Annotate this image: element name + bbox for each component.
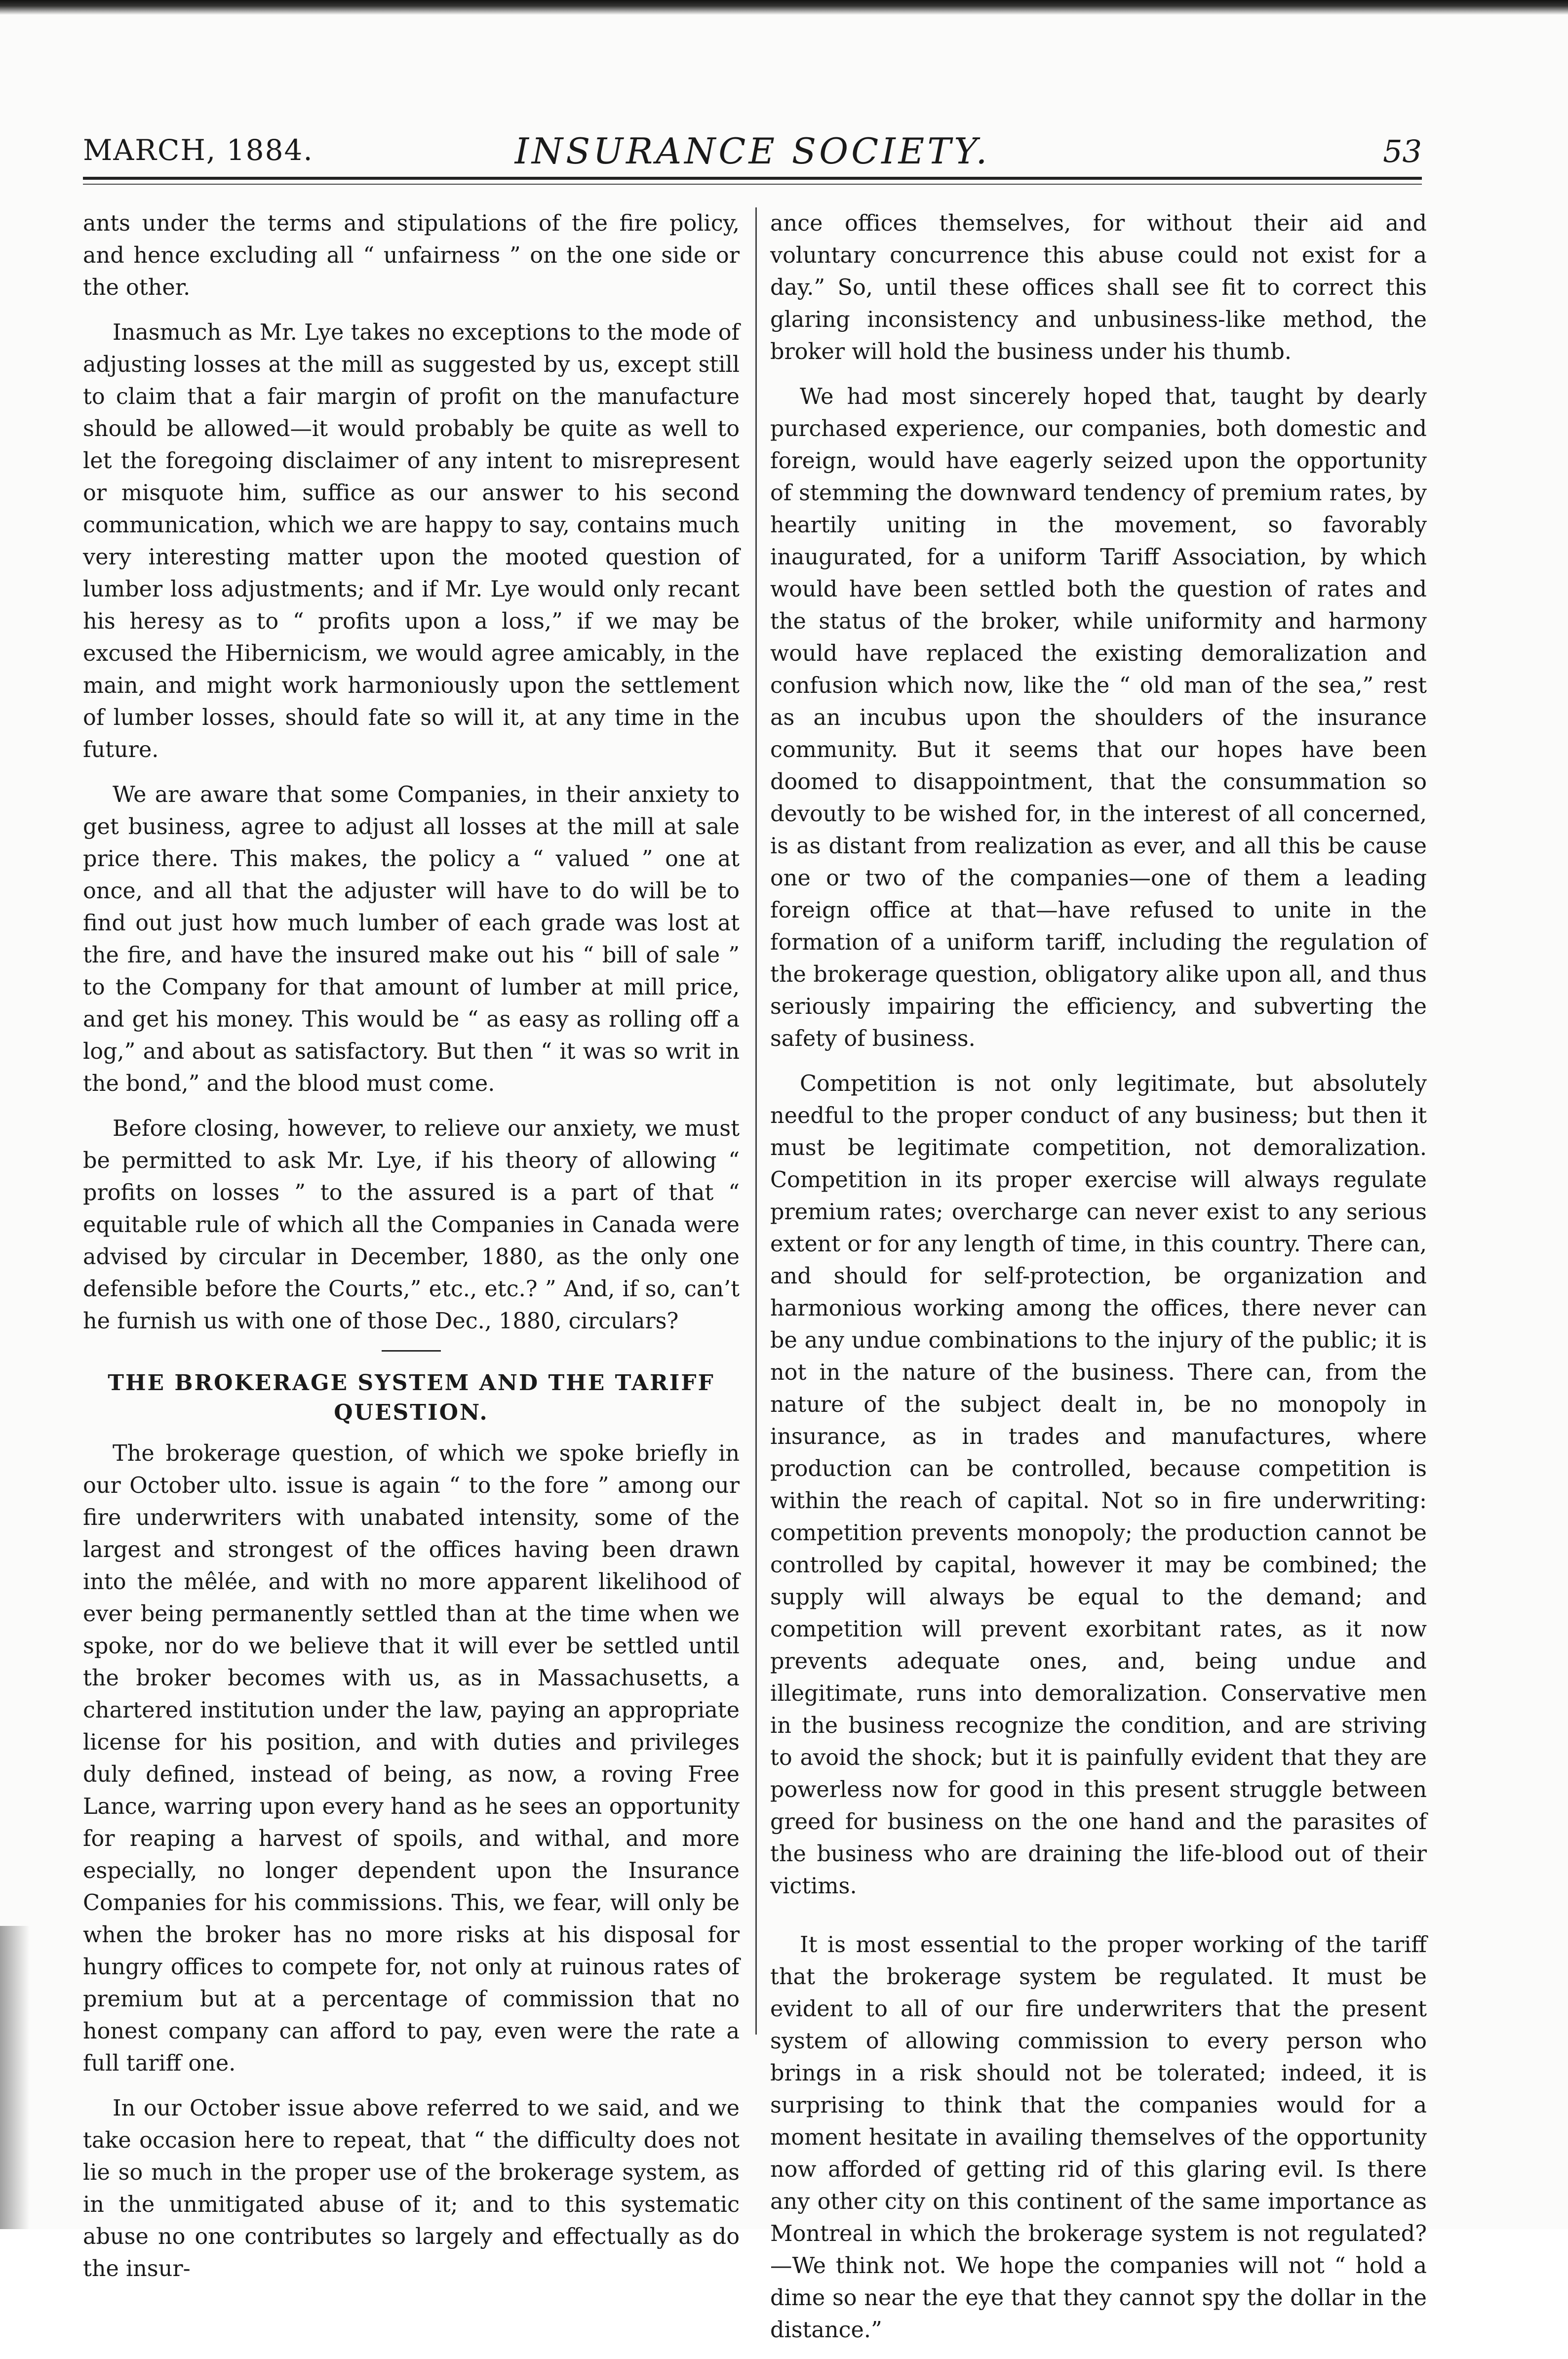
left-paragraph-5: The brokerage question, of which we spoke briefly in our October ulto. issue is again “ to the fore ” among our fire underwriters with unabated intensity, some of the largest and strongest of the offices having been drawn into the mêlée, and with no more apparent likelihood of ever being permanently settled than at the time when we spoke, nor do we believe that it will ever be settled until the broker becomes with us, as in Massachusetts, a chartered institution under the law, paying an appropriate license for his position, and with duties and privileges duly defined, instead of being, as now, a roving Free Lance, warring upon every hand as he sees an opportunity for reaping a harvest of spoils, and withal, and more especially, no longer dependent upon the Insurance Companies for his commissions. This, we fear, will only be when the broker has no more risks at his disposal for hungry offices to compete for, not only at ruinous rates of premium but at a percentage of commission that no honest company can afford to pay, even were the rate a full tariff one. [83, 1441, 740, 2076]
page-number: 53 [1383, 133, 1422, 169]
header-rule-thin [83, 184, 1422, 185]
running-head [83, 130, 1422, 178]
journal-title: INSURANCE SOCIETY. [514, 130, 990, 172]
issue-date: MARCH, 1884. [83, 133, 314, 167]
section-heading: THE BROKERAGE SYSTEM AND THE TARIFF QUESTION. [108, 1370, 715, 1425]
left-paragraph-1: ants under the terms and stipulations of the fire policy, and hence excluding all “ unfairness ” on the one side or the other. [83, 211, 740, 300]
right-column [770, 207, 1427, 2359]
left-paragraph-4: Before closing, however, to relieve our anxiety, we must be permitted to ask Mr. Lye, if his theory of allowing “ profits on losses ” to the assured is a part of that “ equitable rule of which all the Companies in Canada were advised by circular in December, 1880, as the only one defensible before the Courts,” etc., etc.? ” And, if so, can’t he furnish us with one of those Dec., 1880, circulars? [83, 1116, 740, 1334]
column-divider [755, 207, 757, 2035]
right-paragraph-4: It is most essential to the proper working of the tariff that the brokerage system be regulated. It must be evident to all of our fire underwriters that the present system of allowing commission to every person who brings in a risk should not be tolerated; indeed, it is surprising to think that the companies would for a moment hesitate in availing themselves of the opportunity now afforded of getting rid of this glaring evil. Is there any other city on this continent of the same importance as Montreal in which the brokerage system is not regulated?—We think not. We hope the companies will not “ hold a dime so near the eye that they cannot spy the dollar in the distance.” [770, 1932, 1427, 2343]
left-paragraph-3: We are aware that some Companies, in their anxiety to get business, agree to adjust all losses at the mill at sale price there. This makes, the policy a “ valued ” one at once, and all that the adjuster will have to do will be to find out just how much lumber of each grade was lost at the fire, and have the insured make out his “ bill of sale ” to the Company for that amount of lumber at mill price, and get his money. This would be “ as easy as rolling off a log,” and about as satisfactory. But then “ it was so writ in the bond,” and the blood must come. [83, 782, 740, 1096]
right-paragraph-2: We had most sincerely hoped that, taught by dearly purchased experience, our companies, both domestic and foreign, would have eagerly seized upon the opportunity of stemming the downward tendency of premium rates, by heartily uniting in the movement, so favorably inaugurated, for a uniform Tariff Association, by which would have been settled both the question of rates and the status of the broker, while uniformity and harmony would have replaced the existing demoralization and confusion which now, like the “ old man of the sea,” rest as an incubus upon the shoulders of the insurance community. But it seems that our hopes have been doomed to disappointment, that the consummation so devoutly to be wished for, in the interest of all concerned, is as distant from realization as ever, and all this be cause one or two of the companies—one of them a leading foreign office at that—have refused to unite in the formation of a uniform tariff, including the regulation of the brokerage question, obligatory alike upon all, and thus seriously impairing the efficiency, and subverting the safety of business. [770, 384, 1427, 1051]
header-rule-thick [83, 177, 1422, 180]
right-paragraph-1: ance offices themselves, for without their aid and voluntary concurrence this abuse could not exist for a day.” So, until these offices shall see fit to correct this glaring inconsistency and unbusiness-like method, the broker will hold the business under his thumb. [770, 211, 1427, 364]
section-divider [382, 1350, 441, 1352]
scan-top-edge [0, 0, 1568, 15]
left-paragraph-2: Inasmuch as Mr. Lye takes no exceptions to the mode of adjusting losses at the mill as suggested by us, except still to claim that a fair margin of profit on the manufacture should be allowed—it would probably be quite as well to let the foregoing disclaimer of any intent to misrepresent or misquote him, suffice as our answer to his second communication, which we are happy to say, contains much very interesting matter upon the mooted question of lumber loss adjustments; and if Mr. Lye would only recant his heresy as to “ profits upon a loss,” if we may be excused the Hibernicism, we would agree amicably, in the main, and might work harmoniously upon the settlement of lumber losses, should fate so will it, at any time in the future. [83, 320, 740, 762]
left-column [83, 207, 740, 2298]
paragraph-gap [770, 1915, 1427, 1929]
left-paragraph-6: In our October issue above referred to we said, and we take occasion here to repeat, that “ the difficulty does not lie so much in the proper use of the brokerage system, as in the unmitigated abuse of it; and to this systematic abuse no one contributes so largely and effectually as do the insur- [83, 2096, 740, 2281]
scan-left-shadow [0, 1926, 30, 2229]
right-paragraph-3: Competition is not only legitimate, but absolutely needful to the proper conduct of any business; but then it must be legitimate competition, not demoralization. Competition in its proper exercise will always regulate premium rates; overcharge can never exist to any serious extent or for any length of time, in this country. There can, and should for self-protection, be organization and harmonious working among the offices, there never can be any undue combinations to the injury of the public; it is not in the nature of the business. There can, from the nature of the subject dealt in, be no monopoly in insurance, as in trades and manufactures, where production can be controlled, because competition is within the reach of capital. Not so in fire underwriting: competition prevents monopoly; the production cannot be controlled by capital, however it may be combined; the supply will always be equal to the demand; and competition will prevent exorbitant rates, as it now prevents adequate ones, and, being undue and illegitimate, runs into demoralization. Conservative men in the business recognize the condition, and are striving to avoid the shock; but it is painfully evident that they are powerless now for good in this present struggle between greed for business on the one hand and the parasites of the business who are draining the life-blood out of their victims. [770, 1071, 1427, 1899]
